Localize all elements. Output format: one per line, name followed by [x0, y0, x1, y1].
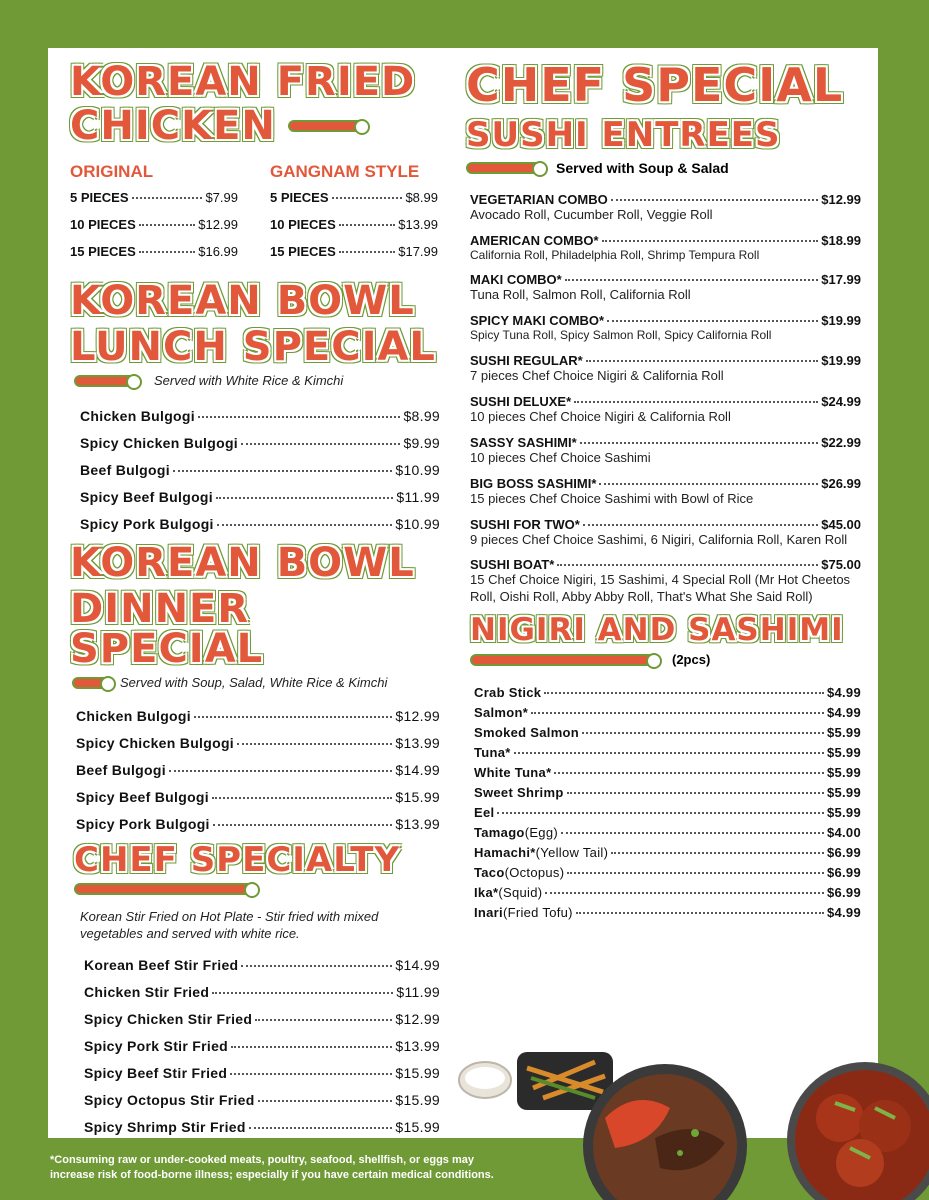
entree-row [470, 192, 861, 207]
entree-item [470, 313, 861, 344]
dot-leader [497, 812, 824, 814]
dot-leader [567, 872, 824, 874]
item-price: $4.99 [826, 685, 861, 701]
nigiri-item [474, 825, 861, 840]
item-name: Smoked Salmon [474, 725, 580, 741]
menu-item [270, 190, 438, 205]
entree-description: Avocado Roll, Cucumber Roll, Veggie Roll [470, 207, 713, 222]
lunch-section [70, 278, 440, 532]
dot-leader [599, 483, 818, 485]
dot-leader [586, 360, 819, 362]
dot-leader [514, 752, 824, 754]
entree-item [470, 353, 861, 385]
dot-leader [213, 824, 393, 826]
item-price: $6.99 [826, 865, 861, 881]
fried-chicken-column [70, 162, 238, 271]
item-name: Ika* [474, 885, 499, 901]
decor-bar [466, 162, 542, 174]
dinner-note: Served with Soup, Salad, White Rice & Kimchi [120, 675, 388, 690]
dot-leader [611, 199, 819, 201]
entree-description: California Roll, Philadelphia Roll, Shrimp Tempura Roll [470, 247, 760, 262]
entree-description: 7 pieces Chef Choice Nigiri & California Roll [470, 367, 724, 383]
item-name: 5 PIECES [270, 190, 329, 205]
item-price: $6.99 [826, 845, 861, 861]
dot-leader [567, 792, 824, 794]
dot-leader [237, 743, 392, 745]
dot-leader [139, 251, 195, 253]
item-qualifier: (Fried Tofu) [502, 905, 573, 921]
item-name: Spicy Pork Bulgogi [80, 516, 214, 532]
menu-item [76, 816, 440, 832]
item-price: $18.99 [821, 232, 861, 248]
item-price: $9.99 [403, 435, 440, 451]
item-name: Spicy Chicken Stir Fried [84, 1011, 253, 1028]
item-price: $8.99 [403, 408, 440, 424]
nigiri-item [474, 725, 861, 740]
item-name: Chicken Bulgogi [80, 408, 195, 424]
sushi-entrees-title: SUSHI ENTREES [466, 115, 781, 155]
item-name: 5 PIECES [70, 190, 129, 205]
dot-leader [194, 716, 392, 718]
menu-item [84, 1092, 440, 1108]
item-name: Crab Stick [474, 685, 542, 701]
item-price: $16.99 [198, 244, 238, 259]
dot-leader [565, 279, 819, 281]
dinner-section [70, 540, 440, 832]
item-name: Hamachi* [474, 845, 536, 861]
item-name: Beef Bulgogi [76, 762, 166, 778]
nigiri-item [474, 885, 861, 900]
item-price: $45.00 [821, 516, 861, 532]
dot-leader [173, 470, 392, 472]
item-name: SUSHI BOAT* [470, 557, 555, 573]
item-name: SUSHI FOR TWO* [470, 516, 580, 532]
chef-special-title: CHEF SPECIAL [466, 58, 844, 112]
menu-item [70, 217, 238, 232]
fried-chicken-column-title: ORIGINAL [70, 162, 154, 181]
dot-leader [580, 442, 819, 444]
item-name: SASSY SASHIMI* [470, 434, 577, 450]
item-price: $5.99 [826, 805, 861, 821]
item-name: 10 PIECES [270, 217, 336, 232]
item-price: $5.99 [826, 785, 861, 801]
menu-item [76, 762, 440, 778]
item-name: 15 PIECES [270, 244, 336, 259]
dot-leader [544, 692, 824, 694]
menu-item [76, 708, 440, 724]
item-name: Spicy Pork Bulgogi [76, 816, 210, 832]
item-price: $4.00 [826, 825, 861, 841]
item-price: $12.99 [821, 192, 861, 207]
dot-leader [339, 224, 395, 226]
dot-leader [169, 770, 392, 772]
nigiri-item [474, 685, 861, 700]
dot-leader [198, 416, 401, 418]
menu-item [76, 735, 440, 751]
dot-leader [531, 712, 824, 714]
dot-leader [611, 852, 824, 854]
item-price: $19.99 [821, 352, 861, 368]
decor-bar [72, 677, 110, 689]
entree-item [470, 272, 861, 304]
dot-leader [255, 1019, 392, 1021]
entree-row [470, 517, 861, 532]
menu-item [84, 984, 440, 1000]
entree-row [470, 557, 861, 572]
item-name: Spicy Beef Bulgogi [76, 789, 209, 805]
nigiri-title: NIGIRI AND SASHIMI [470, 612, 844, 649]
entree-row [470, 353, 861, 368]
menu-item [80, 462, 440, 478]
fried-chicken-section [70, 59, 440, 271]
item-price: $75.00 [821, 557, 861, 573]
dot-leader [241, 965, 392, 967]
nigiri-section [466, 612, 861, 921]
dot-leader [212, 992, 393, 994]
dot-leader [139, 224, 195, 226]
lunch-title-line1: KOREAN BOWL [70, 278, 415, 324]
item-name: Spicy Beef Bulgogi [80, 489, 213, 505]
item-name: Beef Bulgogi [80, 462, 170, 478]
item-name: 15 PIECES [70, 244, 136, 259]
item-price: $12.99 [198, 217, 238, 232]
item-name: MAKI COMBO* [470, 272, 562, 288]
fried-chicken-column [270, 162, 438, 271]
item-price: $5.99 [826, 745, 861, 761]
item-price: $10.99 [395, 516, 440, 532]
footer-line1: *Consuming raw or under-cooked meats, poultry, seafood, shellfish, or eggs may [50, 1154, 474, 1166]
dot-leader [231, 1046, 392, 1048]
dot-leader [554, 772, 824, 774]
menu-item [270, 244, 438, 259]
decor-bar [74, 883, 254, 895]
item-name: SUSHI DELUXE* [470, 393, 572, 409]
sushi-note: Served with Soup & Salad [556, 160, 729, 176]
item-qualifier: (Octopus) [504, 865, 565, 881]
dot-leader [557, 564, 818, 566]
item-price: $4.99 [826, 905, 861, 921]
nigiri-note-row [466, 652, 861, 667]
menu-item [84, 1065, 440, 1081]
menu-item [84, 1038, 440, 1054]
item-price: $12.99 [395, 1011, 440, 1028]
item-price: $14.99 [395, 762, 440, 778]
dot-leader [258, 1100, 393, 1102]
item-price: $15.99 [395, 1119, 440, 1136]
dot-leader [132, 197, 203, 199]
item-price: $5.99 [826, 765, 861, 781]
decor-bar [288, 120, 364, 132]
nigiri-item [474, 805, 861, 820]
item-name: BIG BOSS SASHIMI* [470, 475, 597, 491]
footer-line2: increase risk of food-borne illness; especially if you have certain medical conditions. [50, 1169, 494, 1182]
menu-item [84, 1119, 440, 1135]
dot-leader [574, 401, 818, 403]
menu-item [80, 516, 440, 532]
nigiri-item [474, 905, 861, 920]
nigiri-item [474, 745, 861, 760]
item-name: Chicken Stir Fried [84, 984, 210, 1001]
dot-leader [545, 892, 824, 894]
item-price: $17.99 [398, 244, 438, 259]
menu-item [270, 217, 438, 232]
item-name: White Tuna* [474, 765, 552, 781]
item-price: $11.99 [396, 489, 440, 505]
item-price: $4.99 [826, 705, 861, 721]
dinner-title-line1: KOREAN BOWL [70, 540, 415, 586]
item-name: Chicken Bulgogi [76, 708, 191, 724]
dot-leader [339, 251, 395, 253]
entree-row [470, 313, 861, 328]
item-price: $13.99 [398, 217, 438, 232]
item-qualifier: (Yellow Tail) [535, 845, 609, 861]
item-price: $6.99 [826, 885, 861, 901]
dot-leader [216, 497, 393, 499]
item-price: $5.99 [826, 725, 861, 741]
menu-item [80, 408, 440, 424]
entree-row [470, 435, 861, 450]
entree-item [470, 557, 861, 606]
dot-leader [241, 443, 400, 445]
item-name: Inari [474, 905, 503, 921]
nigiri-item [474, 865, 861, 880]
item-price: $7.99 [205, 190, 238, 205]
entree-description: 10 pieces Chef Choice Sashimi [470, 449, 651, 465]
nigiri-note: (2pcs) [672, 652, 711, 668]
menu-item [80, 435, 440, 451]
dot-leader [332, 197, 403, 199]
entree-list [466, 192, 861, 606]
entree-item [470, 233, 861, 264]
menu-item [84, 1011, 440, 1027]
decor-bar [74, 375, 136, 387]
item-price: $14.99 [395, 957, 440, 974]
item-price: $8.99 [405, 190, 438, 205]
dinner-note-row [70, 675, 440, 690]
entree-row [470, 233, 861, 248]
right-column [466, 58, 861, 925]
item-name: Sweet Shrimp [474, 785, 564, 801]
entree-description: 15 pieces Chef Choice Sashimi with Bowl of Rice [470, 490, 754, 506]
menu-item [70, 190, 238, 205]
specialty-title: CHEF SPECIALTY [74, 840, 401, 880]
item-price: $13.99 [395, 1038, 440, 1055]
item-price: $24.99 [821, 393, 861, 409]
item-name: Eel [474, 805, 495, 821]
item-name: Spicy Pork Stir Fried [84, 1038, 229, 1055]
nigiri-item [474, 845, 861, 860]
item-name: Spicy Beef Stir Fried [84, 1065, 228, 1082]
dot-leader [582, 732, 824, 734]
item-name: SUSHI REGULAR* [470, 352, 583, 368]
item-name: Tuna* [474, 745, 511, 761]
item-price: $11.99 [396, 984, 440, 1001]
item-name: Tamago [474, 825, 525, 841]
entree-description: Spicy Tuna Roll, Spicy Salmon Roll, Spicy California Roll [470, 328, 772, 343]
entree-item [470, 435, 861, 467]
lunch-list [70, 408, 440, 532]
nigiri-list [466, 685, 861, 920]
nigiri-item [474, 765, 861, 780]
nigiri-item [474, 785, 861, 800]
item-price: $26.99 [821, 475, 861, 491]
item-name: Taco [474, 865, 505, 881]
entree-description: 15 Chef Choice Nigiri, 15 Sashimi, 4 Special Roll (Mr Hot Cheetos Roll, Oishi Roll, Abby Abby Roll, That's What She Said Roll) [470, 572, 851, 605]
fried-chicken-title-line2: CHICKEN [70, 103, 276, 149]
dot-leader [576, 912, 824, 914]
specialty-list [70, 957, 440, 1135]
item-price: $10.99 [395, 462, 440, 478]
item-name: SPICY MAKI COMBO* [470, 313, 605, 329]
dot-leader [249, 1127, 393, 1129]
sushi-note-row [466, 160, 861, 176]
nigiri-item [474, 705, 861, 720]
item-price: $13.99 [395, 816, 440, 832]
item-name: Spicy Octopus Stir Fried [84, 1092, 255, 1109]
specialty-note: Korean Stir Fried on Hot Plate - Stir fried with mixed vegetables and served with white rice. [80, 909, 379, 942]
entree-description: 10 pieces Chef Choice Nigiri & California Roll [470, 408, 731, 424]
item-price: $22.99 [821, 434, 861, 450]
item-qualifier: (Squid) [498, 885, 543, 901]
entree-item [470, 517, 861, 549]
fried-chicken-column-title: GANGNAM STYLE [270, 162, 420, 181]
item-name: Spicy Chicken Bulgogi [76, 735, 234, 751]
item-price: $12.99 [395, 708, 440, 724]
lunch-note: Served with White Rice & Kimchi [154, 373, 344, 388]
dinner-list [70, 708, 440, 832]
menu-item [84, 957, 440, 973]
item-price: $13.99 [395, 735, 440, 751]
item-qualifier: (Egg) [524, 825, 558, 841]
item-price: $15.99 [395, 789, 440, 805]
item-price: $15.99 [395, 1065, 440, 1082]
footer-disclaimer [50, 1153, 610, 1184]
item-price: $19.99 [821, 313, 861, 329]
item-name: Spicy Shrimp Stir Fried [84, 1119, 246, 1136]
entree-item [470, 476, 861, 508]
lunch-title-line2: LUNCH SPECIAL [70, 324, 436, 370]
decor-bar [470, 654, 656, 666]
item-name: Korean Beef Stir Fried [84, 957, 239, 974]
dot-leader [583, 524, 818, 526]
entree-row [470, 272, 861, 287]
item-price: $17.99 [821, 272, 861, 288]
fried-chicken-title-line1: KOREAN FRIED [70, 59, 416, 105]
fried-chicken-grid [70, 162, 440, 271]
item-name: Spicy Chicken Bulgogi [80, 435, 238, 451]
dinner-title-line2: DINNER SPECIAL [70, 586, 264, 672]
item-name: VEGETARIAN COMBO [470, 192, 608, 207]
dot-leader [602, 240, 819, 242]
dot-leader [607, 320, 818, 322]
item-name: AMERICAN COMBO* [470, 232, 599, 248]
dot-leader [230, 1073, 392, 1075]
entree-row [470, 394, 861, 409]
dot-leader [561, 832, 824, 834]
dot-leader [212, 797, 392, 799]
left-column [70, 59, 440, 1146]
entree-item [470, 394, 861, 426]
item-price: $15.99 [395, 1092, 440, 1109]
lunch-note-row [70, 373, 440, 388]
entree-description: Tuna Roll, Salmon Roll, California Roll [470, 287, 691, 303]
menu-item [70, 244, 238, 259]
entree-item [470, 192, 861, 224]
entree-description: 9 pieces Chef Choice Sashimi, 6 Nigiri, California Roll, Karen Roll [470, 531, 848, 547]
menu-item [76, 789, 440, 805]
item-name: Salmon* [474, 705, 529, 721]
menu-item [80, 489, 440, 505]
specialty-section [70, 840, 440, 1136]
item-name: 10 PIECES [70, 217, 136, 232]
dot-leader [217, 524, 393, 526]
entree-row [470, 476, 861, 491]
